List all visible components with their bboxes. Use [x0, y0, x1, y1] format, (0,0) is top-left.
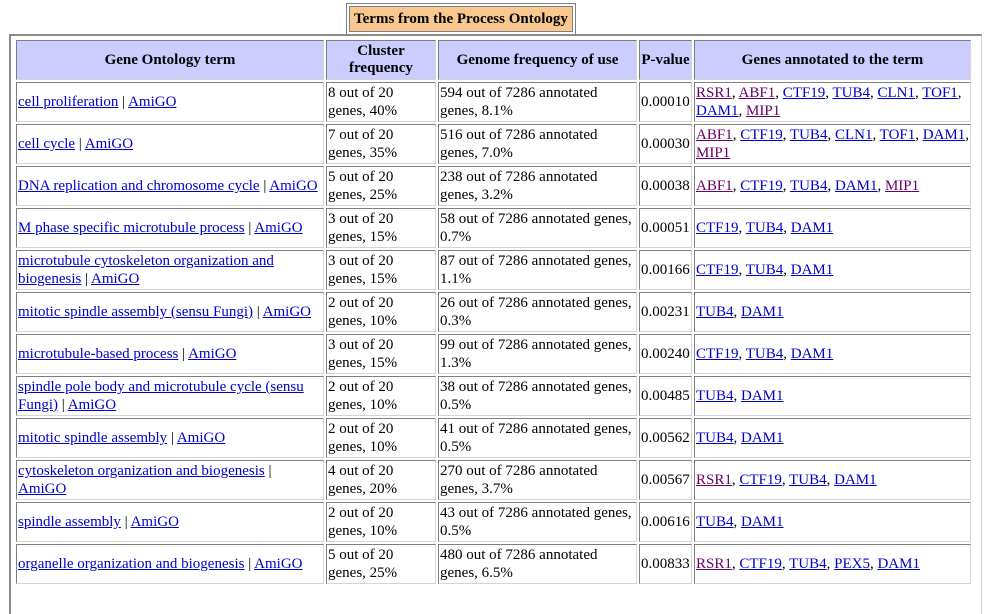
gene-link[interactable]: DAM1	[790, 262, 834, 278]
term-link[interactable]: microtubule-based process	[18, 346, 179, 362]
link-separator: |	[244, 220, 255, 236]
term-cell	[16, 460, 324, 500]
amigo-link[interactable]: AmiGO	[18, 481, 67, 497]
results-table-frame	[9, 34, 982, 614]
genes-cell: TUB4, DAM1	[694, 292, 971, 332]
genes-cell: ABF1, CTF19, TUB4, CLN1, TOF1, DAM1, MIP1	[694, 124, 971, 164]
term-cell	[16, 292, 324, 332]
link-separator: |	[259, 178, 270, 194]
gene-link[interactable]: RSR1	[696, 85, 732, 101]
term-cell	[16, 418, 324, 458]
pvalue-cell: 0.00030	[639, 124, 692, 164]
table-caption-frame	[346, 3, 576, 35]
term-link[interactable]: mitotic spindle assembly (sensu Fungi)	[18, 304, 253, 320]
table-row	[16, 418, 971, 458]
gene-link[interactable]: CTF19	[696, 220, 739, 236]
genome-frequency-cell: 99 out of 7286 annotated genes, 1.3%	[438, 334, 637, 374]
link-separator: |	[81, 271, 92, 287]
genes-cell: RSR1, CTF19, TUB4, DAM1	[694, 460, 971, 500]
go-results-table	[14, 38, 973, 586]
link-separator: |	[118, 94, 129, 110]
genes-cell: TUB4, DAM1	[694, 418, 971, 458]
term-link[interactable]: spindle assembly	[18, 514, 121, 530]
pvalue-cell: 0.00166	[639, 250, 692, 290]
gene-link[interactable]: DAM1	[877, 556, 920, 572]
gene-link[interactable]: RSR1	[696, 472, 732, 488]
gene-link[interactable]: DAM1	[741, 388, 784, 404]
link-separator: |	[244, 556, 255, 572]
gene-link[interactable]: ABF1	[738, 85, 776, 101]
header-cluster-line1: Cluster	[357, 43, 405, 59]
term-cell	[16, 544, 324, 584]
term-cell	[16, 208, 324, 248]
table-body	[16, 82, 971, 584]
gene-link[interactable]: TUB4	[789, 178, 828, 194]
cluster-frequency-cell: 2 out of 20 genes, 10%	[326, 292, 436, 332]
pvalue-cell: 0.00485	[639, 376, 692, 416]
table-row	[16, 250, 971, 290]
gene-link[interactable]: TOF1	[922, 85, 958, 101]
amigo-link[interactable]: AmiGO	[176, 430, 226, 446]
cluster-frequency-cell: 2 out of 20 genes, 10%	[326, 418, 436, 458]
term-link[interactable]: cytoskeleton organization and biogenesis	[18, 463, 265, 479]
table-row	[16, 502, 971, 542]
table-row	[16, 334, 971, 374]
term-link[interactable]: cell cycle	[18, 136, 76, 152]
gene-link[interactable]: TUB4	[832, 85, 870, 101]
term-cell	[16, 166, 324, 206]
header-genes: Genes annotated to the term	[694, 40, 971, 80]
table-caption: Terms from the Process Ontology	[349, 6, 573, 32]
term-link[interactable]: microtubule cytoskeleton organization and biogenesis	[18, 253, 274, 287]
gene-link[interactable]: DAM1	[696, 103, 739, 119]
term-cell	[16, 82, 324, 122]
gene-link[interactable]: CTF19	[782, 85, 826, 101]
table-row	[16, 376, 971, 416]
gene-link[interactable]: TUB4	[789, 556, 827, 572]
amigo-link[interactable]: AmiGO	[262, 304, 312, 320]
gene-link[interactable]: TUB4	[745, 220, 784, 236]
genome-frequency-cell: 41 out of 7286 annotated genes, 0.5%	[438, 418, 637, 458]
cluster-frequency-cell: 7 out of 20 genes, 35%	[326, 124, 436, 164]
gene-link[interactable]: MIP1	[884, 178, 920, 194]
gene-link[interactable]: TUB4	[789, 127, 828, 143]
gene-link[interactable]: TUB4	[789, 472, 827, 488]
pvalue-cell: 0.00231	[639, 292, 692, 332]
gene-link[interactable]: DAM1	[741, 430, 784, 446]
pvalue-cell: 0.00562	[639, 418, 692, 458]
table-row	[16, 460, 971, 500]
header-cluster-line2: frequency	[349, 60, 413, 76]
genes-cell: TUB4, DAM1	[694, 376, 971, 416]
cluster-frequency-cell: 3 out of 20 genes, 15%	[326, 208, 436, 248]
pvalue-cell: 0.00833	[639, 544, 692, 584]
term-link[interactable]: cell proliferation	[18, 94, 119, 110]
genome-frequency-cell: 87 out of 7286 annotated genes, 1.1%	[438, 250, 637, 290]
table-row	[16, 82, 971, 122]
table-row	[16, 544, 971, 584]
genes-cell: RSR1, ABF1, CTF19, TUB4, CLN1, TOF1, DAM1, MIP1	[694, 82, 971, 122]
header-row	[16, 40, 971, 80]
genome-frequency-cell: 43 out of 7286 annotated genes, 0.5%	[438, 502, 637, 542]
amigo-link[interactable]: AmiGO	[254, 556, 303, 572]
link-separator: |	[58, 397, 68, 413]
table-row	[16, 166, 971, 206]
gene-link[interactable]: CTF19	[696, 262, 739, 278]
gene-link[interactable]: PEX5	[834, 556, 870, 572]
gene-link[interactable]: CTF19	[739, 556, 782, 572]
cluster-frequency-cell: 3 out of 20 genes, 15%	[326, 250, 436, 290]
term-cell	[16, 124, 324, 164]
table-row	[16, 208, 971, 248]
pvalue-cell: 0.00616	[639, 502, 692, 542]
gene-link[interactable]: TUB4	[696, 514, 734, 530]
amigo-link[interactable]: AmiGO	[130, 514, 179, 530]
gene-link[interactable]: CLN1	[834, 127, 873, 143]
link-separator: |	[120, 514, 131, 530]
pvalue-cell: 0.00567	[639, 460, 692, 500]
gene-link[interactable]: ABF1	[696, 178, 733, 194]
genome-frequency-cell: 516 out of 7286 annotated genes, 7.0%	[438, 124, 637, 164]
gene-link[interactable]: CLN1	[877, 85, 915, 101]
table-row	[16, 124, 971, 164]
gene-link[interactable]: RSR1	[696, 556, 732, 572]
pvalue-cell: 0.00051	[639, 208, 692, 248]
gene-link[interactable]: TOF1	[879, 127, 916, 143]
term-cell	[16, 502, 324, 542]
genome-frequency-cell: 594 out of 7286 annotated genes, 8.1%	[438, 82, 637, 122]
genes-cell: RSR1, CTF19, TUB4, PEX5, DAM1	[694, 544, 971, 584]
cluster-frequency-cell: 4 out of 20 genes, 20%	[326, 460, 436, 500]
genes-cell: TUB4, DAM1	[694, 502, 971, 542]
genome-frequency-cell: 38 out of 7286 annotated genes, 0.5%	[438, 376, 637, 416]
term-cell	[16, 334, 324, 374]
header-term: Gene Ontology term	[16, 40, 324, 80]
gene-link[interactable]: DAM1	[790, 220, 834, 236]
gene-link[interactable]: TUB4	[696, 304, 734, 320]
amigo-link[interactable]: AmiGO	[188, 346, 237, 362]
genes-cell: CTF19, TUB4, DAM1	[694, 334, 971, 374]
gene-link[interactable]: CTF19	[739, 472, 782, 488]
gene-link[interactable]: ABF1	[696, 127, 733, 143]
gene-link[interactable]: TUB4	[745, 262, 784, 278]
term-link[interactable]: spindle pole body and microtubule cycle (sensu Fungi)	[18, 379, 304, 413]
pvalue-cell: 0.00010	[639, 82, 692, 122]
table-row	[16, 292, 971, 332]
cluster-frequency-cell: 5 out of 20 genes, 25%	[326, 544, 436, 584]
cluster-frequency-cell: 2 out of 20 genes, 10%	[326, 502, 436, 542]
gene-link[interactable]: TUB4	[696, 430, 734, 446]
amigo-link[interactable]: AmiGO	[67, 397, 117, 413]
pvalue-cell: 0.00038	[639, 166, 692, 206]
gene-link[interactable]: DAM1	[922, 127, 966, 143]
link-separator: |	[75, 136, 85, 152]
genes-cell: CTF19, TUB4, DAM1	[694, 208, 971, 248]
gene-link[interactable]: CTF19	[740, 127, 783, 143]
header-genome-frequency: Genome frequency of use	[438, 40, 637, 80]
gene-link[interactable]: CTF19	[740, 178, 783, 194]
cluster-frequency-cell: 8 out of 20 genes, 40%	[326, 82, 436, 122]
genome-frequency-cell: 238 out of 7286 annotated genes, 3.2%	[438, 166, 637, 206]
pvalue-cell: 0.00240	[639, 334, 692, 374]
gene-link[interactable]: CTF19	[696, 346, 739, 362]
gene-link[interactable]: DAM1	[834, 178, 878, 194]
genome-frequency-cell: 270 out of 7286 annotated genes, 3.7%	[438, 460, 637, 500]
link-separator: |	[252, 304, 263, 320]
cluster-frequency-cell: 2 out of 20 genes, 10%	[326, 376, 436, 416]
amigo-link[interactable]: AmiGO	[84, 136, 134, 152]
gene-link[interactable]: DAM1	[790, 346, 834, 362]
term-link[interactable]: mitotic spindle assembly	[18, 430, 168, 446]
amigo-link[interactable]: AmiGO	[254, 220, 303, 236]
term-cell	[16, 250, 324, 290]
genes-cell: ABF1, CTF19, TUB4, DAM1, MIP1	[694, 166, 971, 206]
link-separator: |	[167, 430, 177, 446]
gene-link[interactable]: TUB4	[696, 388, 734, 404]
genes-cell: CTF19, TUB4, DAM1	[694, 250, 971, 290]
header-pvalue: P-value	[639, 40, 692, 80]
gene-link[interactable]: DAM1	[741, 304, 784, 320]
genome-frequency-cell: 26 out of 7286 annotated genes, 0.3%	[438, 292, 637, 332]
gene-link[interactable]: DAM1	[741, 514, 784, 530]
gene-link[interactable]: TUB4	[745, 346, 784, 362]
link-separator: |	[178, 346, 189, 362]
cluster-frequency-cell: 5 out of 20 genes, 25%	[326, 166, 436, 206]
term-link[interactable]: DNA replication and chromosome cycle	[18, 178, 260, 194]
gene-link[interactable]: MIP1	[696, 145, 731, 161]
genome-frequency-cell: 480 out of 7286 annotated genes, 6.5%	[438, 544, 637, 584]
term-link[interactable]: M phase specific microtubule process	[18, 220, 245, 236]
gene-link[interactable]: DAM1	[834, 472, 877, 488]
amigo-link[interactable]: AmiGO	[91, 271, 140, 287]
term-link[interactable]: organelle organization and biogenesis	[18, 556, 245, 572]
genome-frequency-cell: 58 out of 7286 annotated genes, 0.7%	[438, 208, 637, 248]
header-cluster-frequency	[326, 40, 436, 80]
amigo-link[interactable]: AmiGO	[269, 178, 318, 194]
link-separator: |	[264, 463, 272, 479]
term-cell	[16, 376, 324, 416]
cluster-frequency-cell: 3 out of 20 genes, 15%	[326, 334, 436, 374]
gene-link[interactable]: MIP1	[746, 103, 781, 119]
amigo-link[interactable]: AmiGO	[128, 94, 177, 110]
